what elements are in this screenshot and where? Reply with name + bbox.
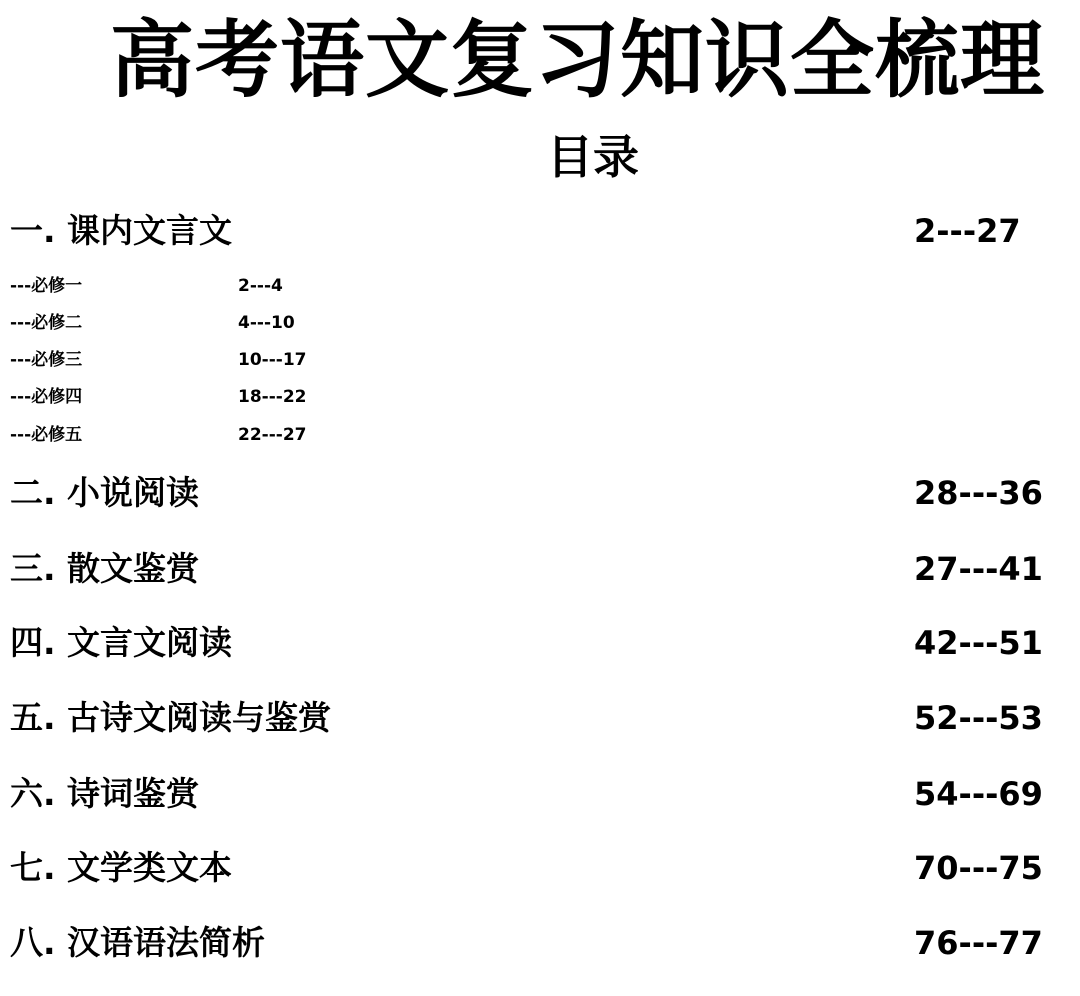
toc-entry-pages: 42---51 [914,624,1043,662]
toc-entry-label: 六. 诗词鉴赏 [10,774,200,813]
toc-entry [0,544,1080,594]
toc-entry-pages: 27---41 [914,550,1043,588]
document-title: 高考语文复习知识全梳理 [110,11,1046,109]
toc-entry-label: 三. 散文鉴赏 [10,549,200,588]
toc-subentry-pages: 18---22 [238,387,307,407]
toc-entry [0,618,1080,668]
toc-entry [0,843,1080,893]
toc-entry-label: 一. 课内文言文 [10,211,233,250]
toc-subentry [0,420,400,450]
toc-entry [0,693,1080,743]
toc-entry-pages: 28---36 [914,474,1043,512]
toc-entry-label: 二. 小说阅读 [10,473,200,512]
toc-entry-label: 四. 文言文阅读 [10,623,233,662]
toc-subentry [0,382,400,412]
toc-subentry-pages: 2---4 [238,276,283,296]
toc-subentry-label: ---必修四 [10,387,83,407]
toc-heading: 目录 [547,130,639,184]
toc-entry-label: 八. 汉语语法简析 [10,923,266,962]
toc-entry [0,918,1080,968]
toc-entry [0,468,1080,518]
toc-subentry [0,345,400,375]
toc-entry-label: 五. 古诗文阅读与鉴赏 [10,698,332,737]
toc-entry-pages: 76---77 [914,924,1043,962]
toc-entry-pages: 54---69 [914,775,1043,813]
toc-entry [0,769,1080,819]
toc-subentry [0,308,400,338]
toc-entry-label: 七. 文学类文本 [10,848,233,887]
toc-subentry-label: ---必修二 [10,313,83,333]
toc-subentry-pages: 4---10 [238,313,295,333]
toc-subentry [0,271,400,301]
toc-subentry-label: ---必修三 [10,350,83,370]
toc-subentry-pages: 10---17 [238,350,307,370]
toc-entry-pages: 2---27 [914,212,1021,250]
toc-entry-pages: 70---75 [914,849,1043,887]
toc-entry [0,206,1080,256]
toc-subentry-label: ---必修一 [10,276,83,296]
toc-subentry-label: ---必修五 [10,425,83,445]
toc-entry-pages: 52---53 [914,699,1043,737]
toc-subentry-pages: 22---27 [238,425,307,445]
